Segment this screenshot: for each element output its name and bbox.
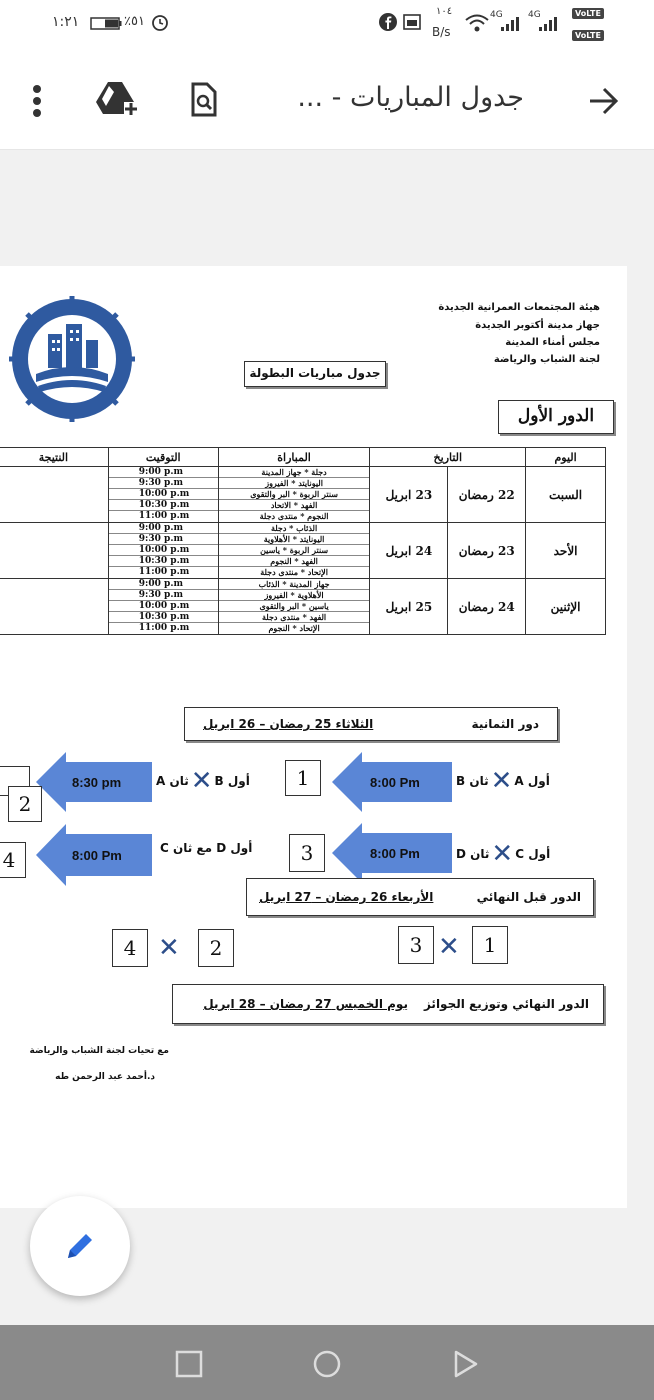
- signature-line: د.أحمد عبد الرحمن طه: [55, 1072, 155, 1082]
- match-line: اليونايتد * الفيروز: [219, 478, 370, 489]
- table-row: [0, 579, 606, 635]
- column-header: النتيجة: [0, 448, 108, 467]
- schedule-table: [0, 447, 606, 635]
- semi-final-label: الدور قبل النهائي: [476, 890, 581, 904]
- hijri-date-cell: 23 رمضان: [448, 523, 526, 579]
- drive-add-icon[interactable]: [94, 80, 140, 124]
- team-slot: ثان D: [456, 847, 490, 861]
- table-header-row: [0, 448, 606, 467]
- matches-cell: [218, 523, 370, 579]
- match-line: الفهد * الاتحاد: [219, 500, 370, 511]
- wifi-icon: [464, 12, 490, 38]
- match-line: ياسين * البر والتقوى: [219, 601, 370, 612]
- match-line: جهاز المدينة * الذئاب: [219, 579, 370, 590]
- time-line: 10:00 p.m: [109, 601, 218, 612]
- time-line: 11:00 p.m: [138, 511, 190, 521]
- status-time: ١:٢١: [52, 14, 80, 30]
- match-number: 1: [285, 760, 321, 796]
- match-time: 8:30 pm: [72, 774, 122, 790]
- table-row: [0, 467, 606, 523]
- semi-final-date: الأربعاء 26 رمضان – 27 ابريل: [259, 890, 434, 904]
- match-number: 2: [198, 929, 234, 967]
- team-slot: ثان A: [156, 774, 189, 788]
- match-line: اليونايتد * الأهلاوية: [219, 534, 370, 545]
- signal-label-1: 4G: [490, 10, 503, 20]
- match-number: 1: [472, 926, 508, 964]
- document-title: جدول المباريات - ...: [297, 82, 524, 113]
- versus-x-icon: ✕: [438, 932, 460, 962]
- quarter-final-date: الثلاثاء 25 رمضان – 26 ابريل: [203, 717, 374, 731]
- day-cell: الإثنين: [526, 579, 606, 635]
- signal-icon: [538, 16, 558, 36]
- versus-x-icon: ✕: [158, 933, 180, 963]
- net-speed-unit: B/s: [432, 25, 451, 39]
- match-line: دجلة * جهاز المدينة: [219, 467, 370, 478]
- result-cell: [0, 467, 108, 523]
- table-row: [0, 523, 606, 579]
- facebook-icon: [378, 12, 398, 36]
- column-header: اليوم: [526, 448, 606, 467]
- greg-date-cell: 24 ابريل: [370, 523, 448, 579]
- final-label: الدور النهائي وتوزيع الجوائز: [423, 997, 589, 1011]
- time-line: 11:00 p.m: [138, 623, 190, 633]
- back-arrow-icon[interactable]: [586, 84, 620, 122]
- time-line: 9:30 p.m: [109, 478, 218, 489]
- match-number: 4: [0, 842, 26, 878]
- match-line: الأهلاوية * الفيروز: [219, 590, 370, 601]
- more-icon[interactable]: [30, 84, 44, 122]
- signal-icon: [500, 16, 520, 36]
- times-cell: [108, 523, 218, 579]
- battery-percent: ٪٥١: [124, 14, 145, 29]
- versus-x-icon: ✕: [190, 766, 213, 796]
- time-arrow: [332, 823, 452, 883]
- semi-final-banner: [246, 878, 594, 916]
- back-icon[interactable]: [452, 1349, 480, 1383]
- match-line: النجوم * منتدى دجلة: [259, 511, 329, 521]
- matches-cell: [218, 579, 370, 635]
- match-number: 3: [289, 834, 325, 872]
- time-line: 10:00 p.m: [109, 489, 218, 500]
- versus-x-icon: ✕: [491, 839, 514, 869]
- match-line: سنتر الربوة * ياسين: [219, 545, 370, 556]
- time-arrow: [36, 752, 152, 812]
- greg-date-cell: 25 ابريل: [370, 579, 448, 635]
- time-line: 10:30 p.m: [109, 556, 218, 567]
- hijri-date-cell: 24 رمضان: [448, 579, 526, 635]
- volte-badge: VoLTE: [572, 30, 604, 41]
- time-line: 11:00 p.m: [138, 567, 190, 577]
- final-banner: [172, 984, 604, 1024]
- gallery-icon: [403, 14, 421, 34]
- time-arrow: [36, 824, 152, 886]
- time-line: 9:30 p.m: [109, 590, 218, 601]
- volte-badge: VoLTE: [572, 8, 604, 19]
- match-line: الإتحاد * النجوم: [268, 623, 320, 633]
- app-bar: [0, 56, 654, 150]
- final-date: يوم الخميس 27 رمضان – 28 ابريل: [203, 997, 408, 1011]
- match-time: 8:00 Pm: [370, 845, 420, 861]
- battery-icon: [90, 15, 122, 34]
- match-number: 3: [398, 926, 434, 964]
- alarm-icon: [150, 12, 170, 36]
- team-slot: أول A: [514, 774, 550, 788]
- edit-pencil-icon: [64, 1230, 96, 1266]
- time-line: 9:30 p.m: [109, 534, 218, 545]
- match-pair: [156, 768, 250, 794]
- hijri-date-cell: 22 رمضان: [448, 467, 526, 523]
- match-pair: [456, 768, 550, 794]
- day-cell: السبت: [526, 467, 606, 523]
- signal-label-2: 4G: [528, 10, 541, 20]
- match-time: 8:00 Pm: [370, 774, 420, 790]
- time-line: 9:00 p.m: [109, 523, 218, 534]
- status-bar: [0, 0, 654, 56]
- quarter-final-label: دور الثمانية: [471, 717, 539, 731]
- team-slot: أول D مع ثان C: [160, 841, 253, 855]
- result-cell: [0, 579, 108, 635]
- signature-line: مع تحيات لجنة الشباب والرياضة: [29, 1046, 169, 1056]
- versus-x-icon: ✕: [490, 766, 513, 796]
- result-cell: [0, 523, 108, 579]
- times-cell: [108, 467, 218, 523]
- match-line: الفهد * النجوم: [219, 556, 370, 567]
- day-cell: الأحد: [526, 523, 606, 579]
- net-speed-value: ١٠٤: [436, 6, 453, 17]
- match-line: سنتر الربوة * البر والتقوى: [219, 489, 370, 500]
- match-line: الإتحاد * منتدى دجلة: [260, 567, 328, 577]
- header-line: جهاز مدينة أكتوبر الجديدة: [475, 320, 600, 331]
- column-header: التاريخ: [370, 448, 526, 467]
- navigation-bar: [0, 1325, 654, 1400]
- column-header: التوقيت: [108, 448, 218, 467]
- match-pair: [160, 841, 252, 855]
- time-line: 10:30 p.m: [109, 500, 218, 511]
- time-line: 10:00 p.m: [109, 545, 218, 556]
- quarter-final-banner: [184, 707, 558, 741]
- header-line: مجلس أمناء المدينة: [505, 337, 600, 348]
- team-slot: أول C: [515, 847, 551, 861]
- city-council-logo: [8, 294, 136, 428]
- schedule-title: جدول مباريات البطولة: [244, 361, 386, 387]
- time-line: 9:00 p.m: [109, 467, 218, 478]
- team-slot: أول B: [214, 774, 250, 788]
- match-line: الفهد * منتدى دجلة: [219, 612, 370, 623]
- team-slot: ثان B: [456, 774, 489, 788]
- header-line: هيئة المجتمعات العمرانية الجديدة: [438, 302, 600, 313]
- time-line: 9:00 p.m: [109, 579, 218, 590]
- document-page: [0, 266, 627, 1208]
- home-icon[interactable]: [312, 1349, 342, 1383]
- match-number: 2: [8, 786, 42, 822]
- matches-cell: [218, 467, 370, 523]
- match-line: الذئاب * دجلة: [219, 523, 370, 534]
- match-time: 8:00 Pm: [72, 847, 122, 863]
- find-in-page-icon[interactable]: [190, 82, 218, 122]
- time-arrow: [332, 752, 452, 812]
- greg-date-cell: 23 ابريل: [370, 467, 448, 523]
- edit-fab[interactable]: [30, 1196, 130, 1296]
- column-header: المباراة: [218, 448, 370, 467]
- recents-icon[interactable]: [175, 1350, 203, 1382]
- match-pair: [456, 841, 550, 867]
- time-line: 10:30 p.m: [109, 612, 218, 623]
- round-one-label: الدور الأول: [498, 400, 614, 434]
- match-number: 4: [112, 929, 148, 967]
- times-cell: [108, 579, 218, 635]
- header-line: لجنة الشباب والرياضة: [493, 354, 600, 365]
